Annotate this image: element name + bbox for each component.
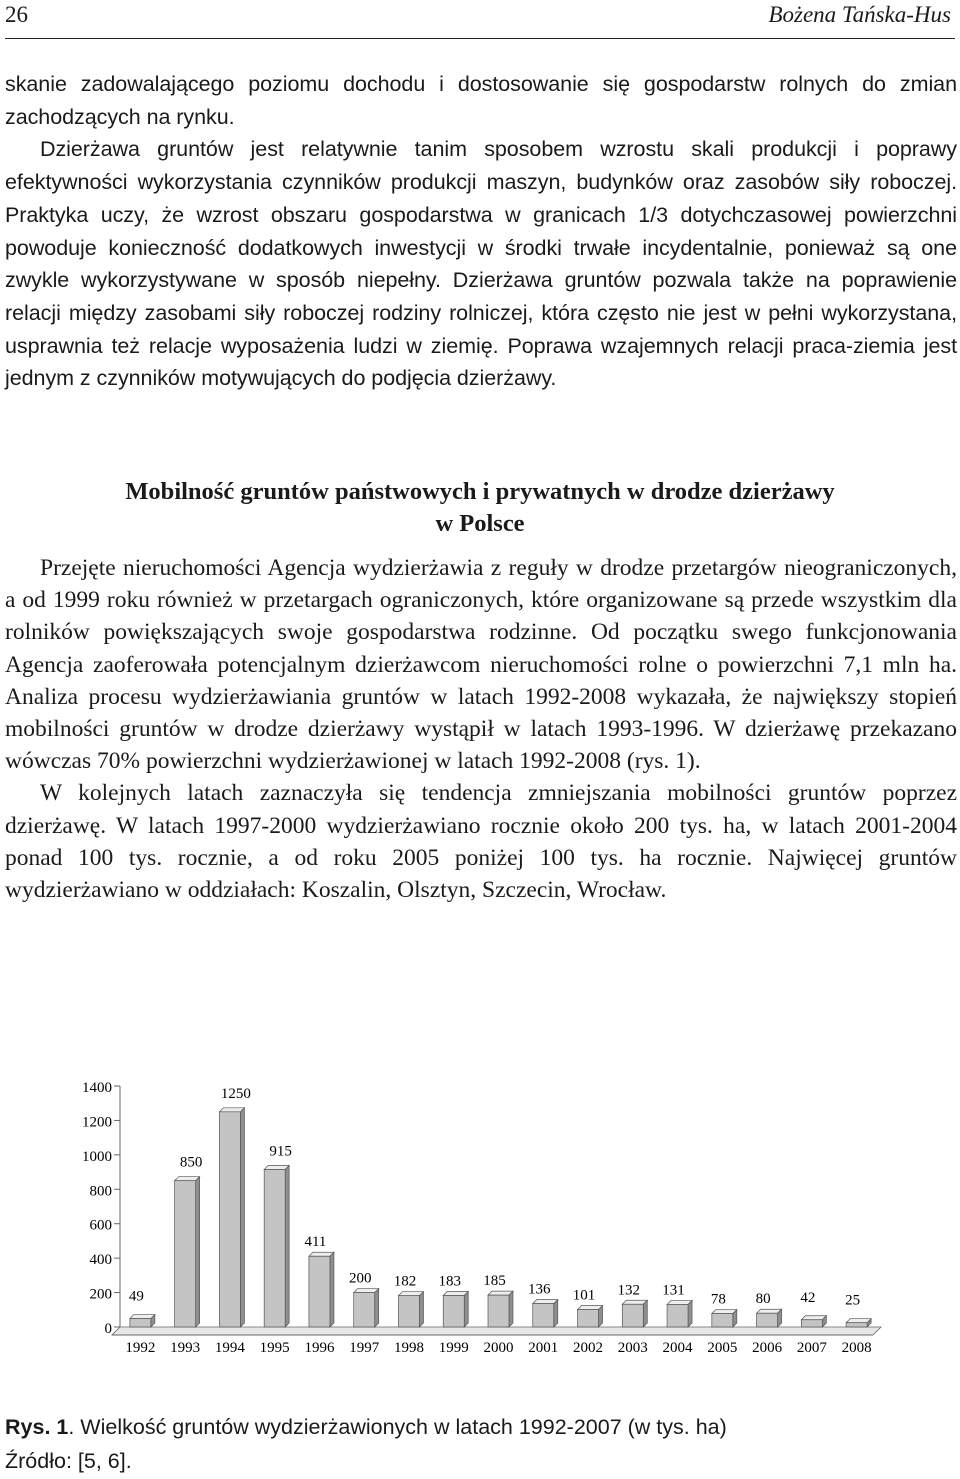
bar-value-label: 850 <box>179 1154 203 1171</box>
x-tick-label: 2007 <box>796 1340 827 1356</box>
x-tick-label: 2006 <box>752 1340 783 1356</box>
section-title-line: Mobilność gruntów państwowych i prywatnych w drodze dzierżawy <box>125 478 835 505</box>
y-tick-label: 1200 <box>82 1114 112 1131</box>
x-tick-label: 2000 <box>483 1340 514 1356</box>
bar-value-label: 101 <box>572 1287 596 1304</box>
section-text <box>5 552 957 906</box>
bar-side <box>330 1252 334 1327</box>
bar-side <box>599 1306 603 1327</box>
y-tick-label: 200 <box>89 1286 112 1303</box>
bar-value-label: 183 <box>438 1273 461 1290</box>
bar-side <box>509 1291 513 1327</box>
figure-label: Rys. 1 <box>5 1415 69 1439</box>
x-tick-label: 2001 <box>528 1340 559 1356</box>
y-tick-label: 800 <box>89 1183 112 1200</box>
bar-value-label: 25 <box>845 1292 861 1309</box>
bar-chart <box>0 1072 960 1392</box>
x-tick-label: 1998 <box>393 1340 424 1356</box>
bar-value-label: 136 <box>528 1281 551 1298</box>
bar <box>533 1304 554 1327</box>
bar-side <box>643 1300 647 1327</box>
bar-side <box>240 1108 244 1327</box>
bar <box>175 1181 196 1327</box>
bar <box>264 1169 285 1327</box>
bar <box>578 1310 599 1327</box>
bar <box>354 1293 375 1327</box>
bar <box>667 1304 688 1327</box>
x-tick-label: 1993 <box>170 1340 201 1356</box>
bar-side <box>285 1165 289 1327</box>
bar <box>443 1295 464 1327</box>
x-tick-label: 2002 <box>573 1340 604 1356</box>
bar-value-label: 49 <box>128 1288 144 1305</box>
x-tick-label: 1999 <box>438 1340 469 1356</box>
x-tick-label: 1996 <box>304 1340 335 1356</box>
bar-value-label: 131 <box>662 1282 685 1299</box>
paragraph: Dzierżawa gruntów jest relatywnie tanim sposobem wzrostu skali produkcji i poprawy efektywności wykorzystania czynników produkcji maszyn, budynków oraz zasobów siły roboczej. Praktyka uczy, że wzrost obszaru gospodarstwa w granicach 1/3 dotychczasowej powierzchni powoduje konieczność dodatkowych inwestycji w środki trwałe incydentalnie, ponieważ są one zwykle wykorzystywane w sposób niepełny. Dzierżawa gruntów pozwala także na poprawienie relacji między zasobami siły roboczej rodziny rolniczej, która często nie jest w pełni wykorzystana, usprawnia też relacje wyposażenia ludzi w ziemię. Poprawa wzajemnych relacji praca-ziemia jest jednym z czynników motywujących do podjęcia dzierżawy. <box>5 137 957 391</box>
bar <box>219 1112 240 1327</box>
bar-side <box>464 1291 468 1327</box>
bar <box>622 1304 643 1327</box>
bar <box>846 1323 867 1327</box>
bar <box>130 1319 151 1327</box>
bar <box>712 1314 733 1327</box>
bar <box>488 1295 509 1327</box>
bar-value-label: 1250 <box>220 1085 251 1102</box>
bar-side <box>196 1177 200 1327</box>
bar-side <box>419 1292 423 1327</box>
y-tick-label: 1400 <box>82 1080 112 1096</box>
bar-side <box>554 1300 558 1327</box>
figure-source: Źródło: [5, 6]. <box>5 1449 132 1473</box>
y-tick-label: 1000 <box>82 1148 112 1165</box>
paragraph: skanie zadowalającego poziomu dochodu i dostosowanie się gospodarstw rolnych do zmian zachodzących na rynku. <box>5 72 957 129</box>
paragraph: W kolejnych latach zaznaczyła się tendencja zmniejszania mobilności gruntów poprzez dzierżawę. W latach 1997-2000 wydzierżawiano rocznie około 200 tys. ha, w latach 2001-2004 ponad 100 tys. rocznie, a od roku 2005 poniżej 100 tys. ha rocznie. Najwięcej gruntów wydzierżawiano w oddziałach: Koszalin, Olsztyn, Szczecin, Wrocław. <box>5 780 957 904</box>
bar-value-label: 132 <box>617 1282 641 1299</box>
body-text <box>5 68 957 395</box>
x-tick-label: 1994 <box>214 1340 245 1356</box>
figure-caption <box>5 1415 727 1440</box>
x-tick-label: 2005 <box>707 1340 738 1356</box>
x-tick-label: 1995 <box>259 1340 290 1356</box>
bar <box>801 1320 822 1327</box>
bar-value-label: 78 <box>710 1291 726 1308</box>
x-tick-label: 2003 <box>617 1340 648 1356</box>
running-header <box>5 0 955 39</box>
bar-value-label: 185 <box>483 1273 506 1290</box>
bar-value-label: 200 <box>348 1270 372 1287</box>
bar-side <box>688 1300 692 1327</box>
bar-side <box>375 1289 379 1327</box>
bar <box>398 1296 419 1327</box>
x-tick-label: 1992 <box>125 1340 156 1356</box>
x-tick-label: 1997 <box>349 1340 380 1356</box>
y-tick-label: 600 <box>89 1217 112 1234</box>
bar <box>309 1256 330 1327</box>
paragraph: Przejęte nieruchomości Agencja wydzierżawia z reguły w drodze przetargów nieograniczonych, a od 1999 roku również w przetargach ograniczonych, które organizowane są przede wszystkim dla rolników powiększających swoje gospodarstwa rodzinne. Od początku swego funkcjonowania Agencja zaoferowała potencjalnym dzierżawcom nieruchomości rolne o powierzchni 7,1 mln ha. Analiza procesu wydzierżawiania gruntów w latach 1992-2008 wykazała, że największy stopień mobilności gruntów w drodze dzierżawy wystąpił w latach 1993-1996. W dzierżawę przekazano wówczas 70% powierzchni wydzierżawionej w latach 1992-2008 (rys. 1). <box>5 555 957 775</box>
bar-value-label: 182 <box>393 1273 417 1290</box>
bar-value-label: 915 <box>269 1143 292 1160</box>
running-author: Bożena Tańska-Hus <box>768 2 951 27</box>
x-tick-label: 2008 <box>841 1340 872 1356</box>
page-number: 26 <box>5 2 28 27</box>
x-tick-label: 2004 <box>662 1340 693 1356</box>
y-tick-label: 400 <box>89 1252 112 1269</box>
bar <box>757 1313 778 1327</box>
bar-value-label: 80 <box>755 1291 771 1308</box>
section-title <box>0 476 960 540</box>
section-title-line: w Polsce <box>435 510 525 537</box>
bar-value-label: 42 <box>800 1289 816 1306</box>
figure-caption-text: . Wielkość gruntów wydzierżawionych w latach 1992-2007 (w tys. ha) <box>68 1415 727 1439</box>
bar-value-label: 411 <box>304 1234 327 1251</box>
chart-floor <box>112 1327 881 1335</box>
y-tick-label: 0 <box>104 1321 112 1337</box>
